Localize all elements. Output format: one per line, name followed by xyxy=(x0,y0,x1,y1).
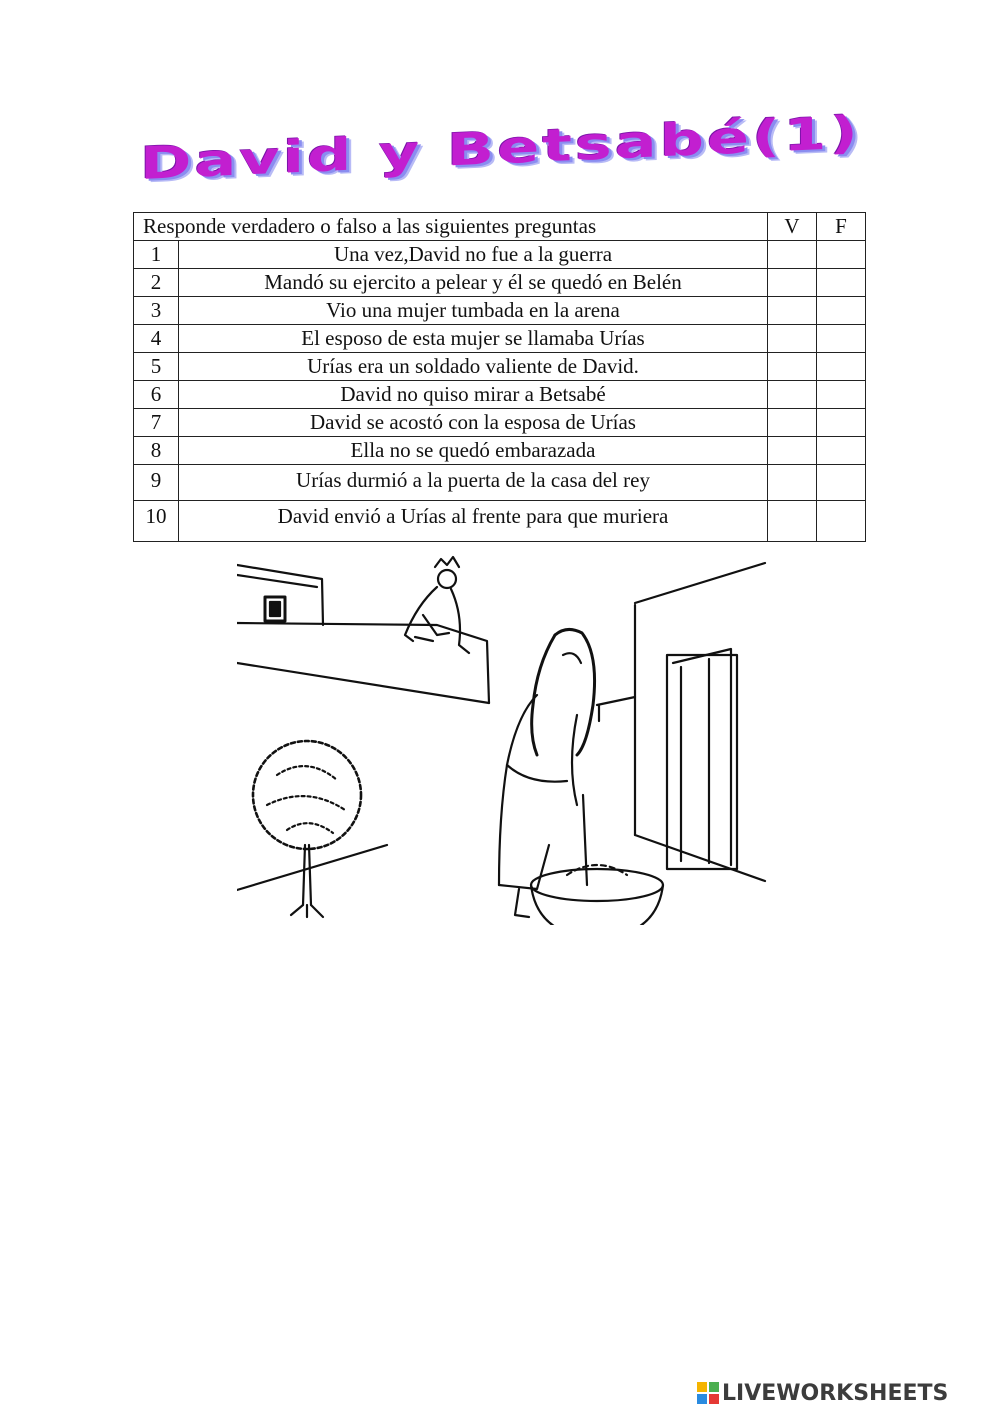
table-row xyxy=(134,381,866,409)
answer-f-box[interactable] xyxy=(817,465,866,501)
question-number: 8 xyxy=(134,437,179,465)
building-right xyxy=(597,563,765,881)
table-row xyxy=(134,501,866,542)
answer-f-box[interactable] xyxy=(817,353,866,381)
question-text: Ella no se quedó embarazada xyxy=(179,437,768,465)
question-text: David envió a Urías al frente para que muriera xyxy=(179,501,768,542)
answer-f-box[interactable] xyxy=(817,297,866,325)
question-number: 5 xyxy=(134,353,179,381)
king-figure xyxy=(405,557,469,653)
table-row xyxy=(134,325,866,353)
answer-v-box[interactable] xyxy=(768,409,817,437)
table-header-row xyxy=(134,213,866,241)
answer-v-box[interactable] xyxy=(768,501,817,542)
question-number: 10 xyxy=(134,501,179,542)
answer-v-box[interactable] xyxy=(768,241,817,269)
answer-v-box[interactable] xyxy=(768,381,817,409)
question-text: Urías durmió a la puerta de la casa del rey xyxy=(179,465,768,501)
liveworksheets-logo[interactable] xyxy=(697,1378,997,1408)
table-row xyxy=(134,297,866,325)
column-v-header: V xyxy=(768,213,817,241)
question-number: 4 xyxy=(134,325,179,353)
question-text: Vio una mujer tumbada en la arena xyxy=(179,297,768,325)
answer-f-box[interactable] xyxy=(817,241,866,269)
bathsheba-illustration xyxy=(237,545,767,925)
table-row xyxy=(134,409,866,437)
answer-v-box[interactable] xyxy=(768,437,817,465)
table-row xyxy=(134,465,866,501)
table-row xyxy=(134,269,866,297)
true-false-table xyxy=(133,212,866,542)
question-number: 9 xyxy=(134,465,179,501)
answer-v-box[interactable] xyxy=(768,465,817,501)
ground-line xyxy=(237,845,387,890)
question-number: 1 xyxy=(134,241,179,269)
liveworksheets-logo-icon xyxy=(697,1382,719,1404)
worksheet-title: David y Betsabé(1) xyxy=(140,105,861,190)
rooftop-wall xyxy=(237,623,489,703)
tree xyxy=(253,741,361,917)
table-row xyxy=(134,353,866,381)
logo-text: LIVEWORKSHEETS xyxy=(722,1380,949,1406)
answer-v-box[interactable] xyxy=(768,353,817,381)
question-text: El esposo de esta mujer se llamaba Urías xyxy=(179,325,768,353)
building-left xyxy=(237,565,323,625)
question-number: 6 xyxy=(134,381,179,409)
question-number: 2 xyxy=(134,269,179,297)
answer-f-box[interactable] xyxy=(817,501,866,542)
question-text: David se acostó con la esposa de Urías xyxy=(179,409,768,437)
answer-f-box[interactable] xyxy=(817,409,866,437)
answer-f-box[interactable] xyxy=(817,269,866,297)
question-text: Urías era un soldado valiente de David. xyxy=(179,353,768,381)
answer-v-box[interactable] xyxy=(768,269,817,297)
question-number: 7 xyxy=(134,409,179,437)
table-row xyxy=(134,241,866,269)
question-text: Mandó su ejercito a pelear y él se quedó en Belén xyxy=(179,269,768,297)
instruction-cell: Responde verdadero o falso a las siguientes preguntas xyxy=(134,213,768,241)
question-text: Una vez,David no fue a la guerra xyxy=(179,241,768,269)
question-text: David no quiso mirar a Betsabé xyxy=(179,381,768,409)
table-row xyxy=(134,437,866,465)
washing-bowl xyxy=(531,865,663,925)
column-f-header: F xyxy=(817,213,866,241)
answer-f-box[interactable] xyxy=(817,381,866,409)
answer-v-box[interactable] xyxy=(768,297,817,325)
question-number: 3 xyxy=(134,297,179,325)
answer-f-box[interactable] xyxy=(817,437,866,465)
answer-v-box[interactable] xyxy=(768,325,817,353)
answer-f-box[interactable] xyxy=(817,325,866,353)
